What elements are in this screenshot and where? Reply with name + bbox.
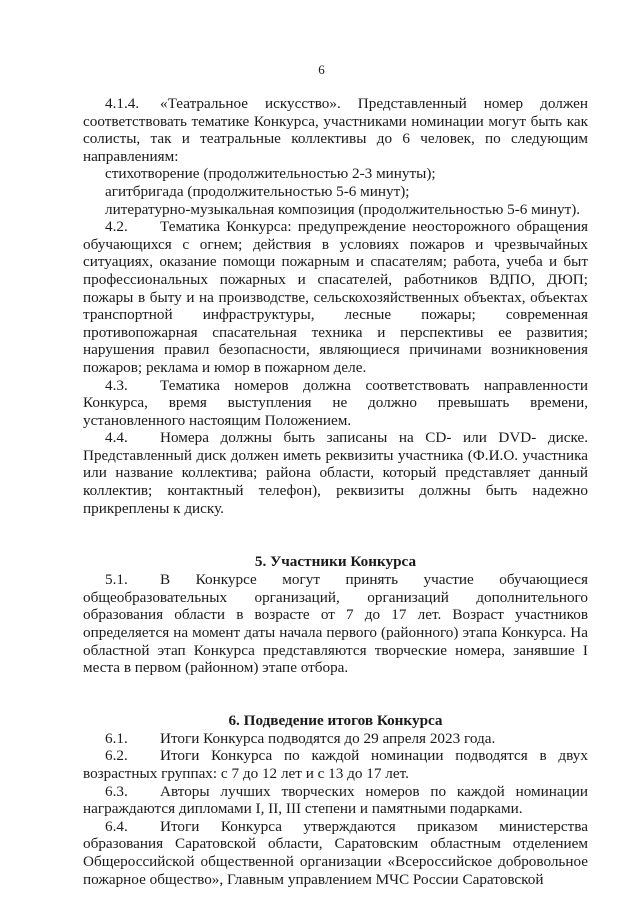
clause-text: Тематика номеров должна соответствовать направленности Конкурса, время выступления не должно превышать времени, установленного настоящим Положением. [83,376,588,429]
paragraph-4-2 [83,218,588,376]
clause-number: 6.4. [105,817,128,835]
page-number: 6 [318,62,325,77]
paragraph-6-2 [83,747,588,782]
clause-text: Номера должны быть записаны на CD- или DVD- диске. Представленный диск должен иметь реквизиты участника (Ф.И.О. участника или название коллектива; района области, который представляет данный коллектив; контактный телефон), реквизиты должны быть надежно прикреплены к диску. [83,429,588,517]
clause-text: Итоги Конкурса подводятся до 29 апреля 2023 года. [160,729,496,747]
section-spacer [83,677,588,712]
clause-number: 6.1. [105,729,128,747]
paragraph-4-3 [83,377,588,430]
clause-text: Тематика Конкурса: предупреждение неосторожного обращения обучающихся с огнем; действия в условиях пожаров и чрезвычайных ситуациях, оказание помощи пожарным и спасателям; работа, учеба и быт профессиональных пожарных и спасателей, работников ВДПО, ДЮП; пожары в быту и на производстве, сельскохозяйственных объектах, объектах транспортной инфраструктуры, лесные пожары; современная противопожарная спасательная техника и перспективы ее развития; нарушения правил безопасности, являющиеся причинами возникновения пожаров; реклама и юмор в пожарном деле. [83,218,588,376]
section-5-heading: 5. Участники Конкурса [254,553,417,571]
paragraph-5-1 [83,571,588,677]
clause-number: 4.3. [105,376,128,394]
paragraph-6-3 [83,783,588,818]
clause-number: 4.2. [105,218,128,236]
list-item: литературно-музыкальная композиция (продолжительностью 5-6 минут). [105,200,581,218]
paragraph-6-1 [83,730,588,748]
clause-number: 6.2. [105,747,128,765]
section-spacer [83,517,588,553]
clause-text: «Театральное искусство». Представленный номер должен соответствовать тематике Конкурса, участниками номинации могут быть как солисты, так и театральные коллективы до 6 человек, по следующим направлениям: [83,95,588,165]
list-item: стихотворение (продолжительностью 2-3 минуты); [105,165,436,183]
paragraph-4-1-4 [83,95,588,165]
paragraph-6-4 [83,818,588,888]
clause-number: 5.1. [105,571,128,589]
document-body [83,95,588,888]
clause-text: В Конкурсе могут принять участие обучающиеся общеобразовательных организаций, организаций дополнительного образования области в возрасте от 7 до 17 лет. Возраст участников определяется на момент даты начала первого (районного) этапа Конкурса. На областной этап Конкурса представляются творческие номера, занявшие I места в первом (районном) этапе отбора. [83,571,588,677]
clause-number: 4.4. [105,429,128,447]
list-item: агитбригада (продолжительностью 5-6 минут); [105,182,410,200]
clause-number: 4.1.4. [105,95,140,112]
clause-number: 6.3. [105,782,128,800]
paragraph-4-4 [83,429,588,517]
clause-text: Итоги Конкурса утверждаются приказом министерства образования Саратовской области, Саратовским областным отделением Общероссийской общественной организации «Всероссийское добровольное пожарное общество», Главным управлением МЧС России Саратовской [83,817,588,888]
clause-text: Итоги Конкурса по каждой номинации подводятся в двух возрастных группах: с 7 до 12 лет и с 13 до 17 лет. [83,747,588,782]
section-6-heading: 6. Подведение итогов Конкурса [228,711,443,729]
clause-text: Авторы лучших творческих номеров по каждой номинации награждаются дипломами I, II, III степени и памятными подарками. [83,782,588,818]
